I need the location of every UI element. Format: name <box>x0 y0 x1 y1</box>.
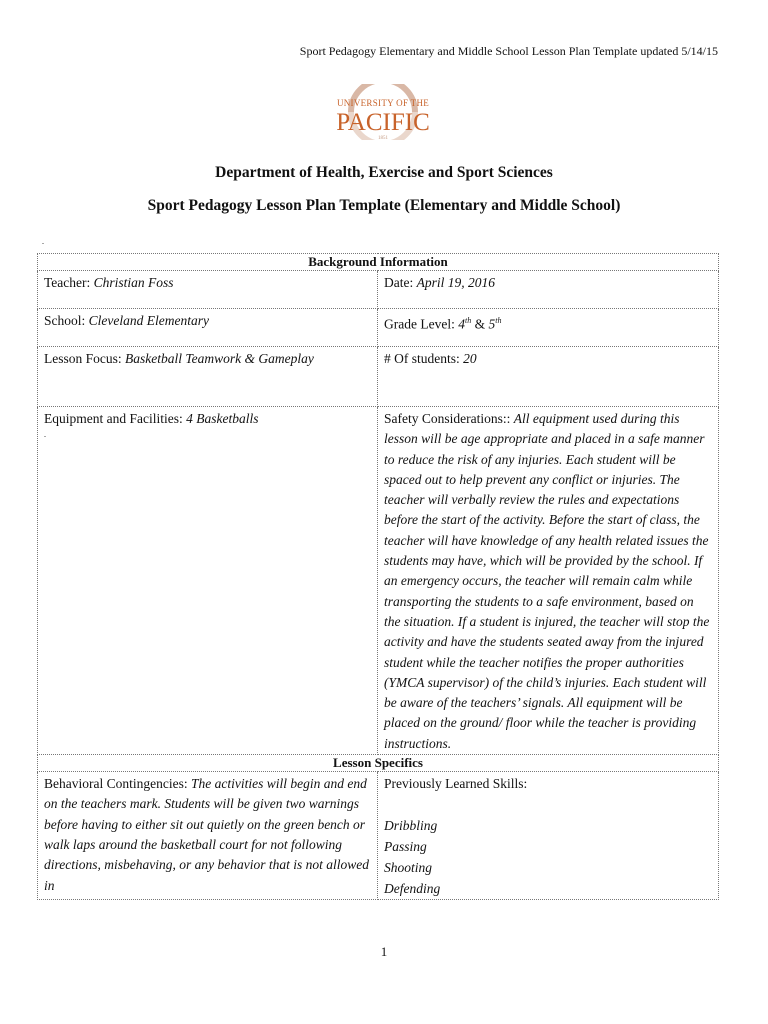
behavior-value: The activities will begin and end on the teachers mark. Students will be given two warnings before having to either sit out quietly on the green bench or walk laps around the basketball court for not following directions, misbehaving, or any behavior that is not allowed in <box>44 776 369 893</box>
stray-dot: . <box>44 430 46 440</box>
date-label: Date: <box>384 275 417 290</box>
students-label: # Of students: <box>384 351 464 366</box>
date-cell <box>378 271 719 309</box>
stray-dot: . <box>42 237 44 246</box>
grade-value-a: 4 <box>458 316 465 332</box>
students-value: 20 <box>463 351 477 366</box>
equipment-cell <box>38 407 378 755</box>
skills-label: Previously Learned Skills: <box>384 776 528 792</box>
template-title: Sport Pedagogy Lesson Plan Template (Elementary and Middle School) <box>147 197 621 214</box>
grade-sup-b: th <box>495 316 502 325</box>
skill-item: Dribbling <box>384 817 438 833</box>
lesson-plan-table <box>37 253 719 900</box>
students-cell <box>378 347 719 407</box>
skill-item: Passing <box>384 838 427 854</box>
focus-label: Lesson Focus: <box>44 351 125 366</box>
svg-text:UNIVERSITY OF THE: UNIVERSITY OF THE <box>336 98 430 108</box>
grade-sup-a: th <box>464 316 472 325</box>
university-logo <box>329 84 437 140</box>
school-cell <box>38 309 378 347</box>
section-header-background: Background Information <box>38 254 719 271</box>
teacher-cell <box>38 271 378 309</box>
teacher-label: Teacher: <box>44 275 94 290</box>
svg-text:1851: 1851 <box>378 136 388 140</box>
equipment-value: 4 Basketballs <box>186 411 259 426</box>
safety-value: All equipment used during this lesson will be age appropriate and placed in a safe manner to reduce the risk of any injuries. Each student will be spaced out to help prevent any conflict or injuries. The teacher will verbally review the rules and expectations before the start of the activity. Before the start of class, the teacher will have knowledge of any health related issues the students may have, which will be provided by the school. If an emergency occurs, the teacher will remain calm while transporting the students to a safe environment, based on the situation. If a student is injured, the teacher will stop the activity and have the students seated away from the injured student while the teacher notifies the proper authorities (YMCA supervisor) of the child’s injuries. Each student will be aware of the teachers’ signals. All equipment will be placed on the ground/ floor while the teacher is providing instructions. <box>384 411 710 751</box>
equipment-label: Equipment and Facilities: <box>44 411 187 426</box>
skill-item: Shooting <box>384 859 433 875</box>
teacher-value: Christian Foss <box>93 275 174 290</box>
grade-cell <box>378 309 719 347</box>
safety-cell <box>378 407 719 755</box>
behavior-cell <box>38 772 378 900</box>
school-label: School: <box>44 313 89 328</box>
section-header-specifics: Lesson Specifics <box>38 755 719 772</box>
page-number: 1 <box>380 944 388 959</box>
skills-cell <box>378 772 719 900</box>
skill-item: Defending <box>384 880 441 896</box>
grade-label: Grade Level: <box>384 316 459 332</box>
date-value: April 19, 2016 <box>416 275 496 290</box>
focus-value: Basketball Teamwork & Gameplay <box>125 351 314 366</box>
school-value: Cleveland Elementary <box>88 313 209 328</box>
header-note: Sport Pedagogy Elementary and Middle School Lesson Plan Template updated 5/14/15 <box>299 44 718 58</box>
grade-value-b: 5 <box>488 316 496 332</box>
behavior-label: Behavioral Contingencies: <box>44 776 191 792</box>
svg-text:PACIFIC: PACIFIC <box>336 109 430 136</box>
safety-label: Safety Considerations:: <box>384 411 514 426</box>
focus-cell <box>38 347 378 407</box>
department-title: Department of Health, Exercise and Sport Sciences <box>215 164 553 181</box>
grade-amp: & <box>471 316 489 332</box>
